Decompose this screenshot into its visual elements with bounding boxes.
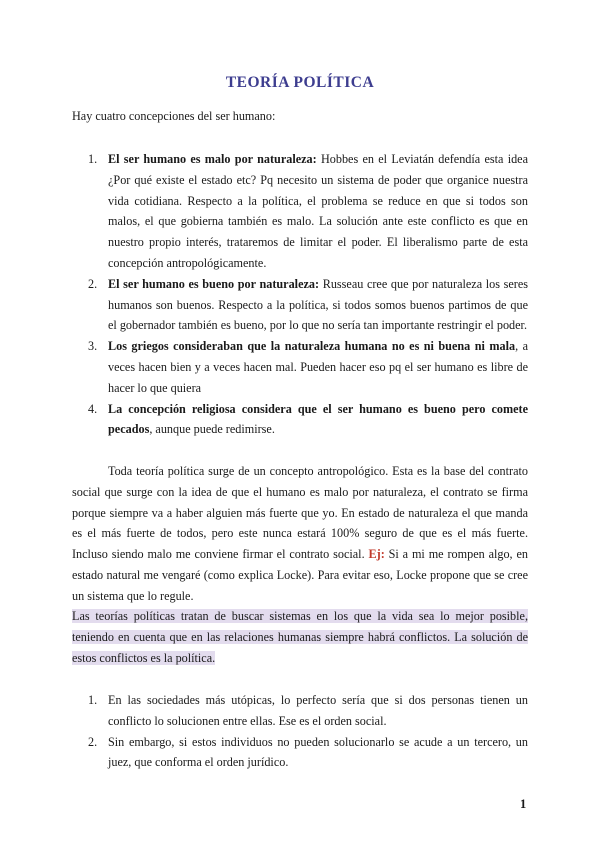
list-item-text: En las sociedades más utópicas, lo perfecto sería que si dos personas tienen un conflicto lo solucionen entre ellas. Ese es el orden social.	[108, 693, 528, 728]
list-number: 2.	[88, 276, 98, 291]
main-paragraph-part-a: Toda teoría política surge de un concepto antropológico. Esta es la base del contrato social que surge con la idea de que el humano es malo por naturaleza, el contrato se firma porque siempre va a haber alguien más fuerte que yo. En estado de naturaleza el que manda es el más fuerte de todos, pero este nunca estará 100% seguro de que es el más fuerte. Incluso siendo malo me conviene firmar el contrato social.	[72, 464, 528, 562]
list-number: 3.	[88, 339, 98, 354]
list-item-text: , a veces hacen bien y a veces hacen mal. Pueden hacer eso pq el ser humano es libre de hacer lo que quiera	[108, 339, 528, 395]
list-number: 1.	[88, 152, 98, 166]
highlighted-text: Las teorías políticas tratan de buscar sistemas en los que la vida sea lo mejor posible, teniendo en cuenta que en las relaciones humanas siempre habrá conflictos. La solución de estos conflictos es la política.	[72, 609, 528, 665]
highlighted-paragraph	[72, 606, 528, 668]
list-item-bold: El ser humano es bueno por naturaleza:	[108, 276, 320, 291]
list-item	[72, 732, 528, 774]
list-item	[72, 690, 528, 732]
list-item-text: Sin embargo, si estos individuos no pueden solucionarlo se acude a un tercero, un juez, que conforma el orden jurídico.	[108, 734, 528, 770]
page-title: TEORÍA POLÍTICA	[225, 74, 375, 91]
list-item-text: Russeau cree que por naturaleza los seres humanos son buenos. Respecto a la política, si todos somos buenos partimos de que el gobernador también es bueno, por lo que no sería tan importante restringir el poder.	[108, 276, 528, 333]
example-label: Ej:	[368, 547, 385, 562]
conceptions-list	[72, 149, 528, 440]
list-item-text: , aunque puede redimirse.	[149, 422, 275, 437]
list-item-bold: La concepción religiosa considera que el ser humano es bueno pero comete pecados	[108, 401, 528, 437]
list-number: 4.	[88, 401, 98, 416]
list-item-bold: Los griegos consideraban que la naturaleza humana no es ni buena ni mala	[108, 339, 516, 354]
list-item	[72, 336, 528, 398]
list-item-text: Hobbes en el Leviatán defendía esta idea ¿Por qué existe el estado etc? Pq necesito un sistema de poder que organice nuestra vida cotidiana. Respecto a la política, el problema se reduce en que si todos son malos, el que gobierna también es malo. La solución ante este conflicto es que en nuestro propio interés, trataremos de limitar el poder. El liberalismo parte de esta concepción antropológicamente.	[108, 152, 528, 270]
main-paragraph	[72, 461, 528, 607]
list-item-bold: El ser humano es malo por naturaleza:	[108, 152, 317, 166]
list-item	[72, 149, 528, 274]
list-number: 1.	[88, 693, 98, 707]
main-paragraph-part-b: Si a mi me rompen algo, en estado natural me vengaré (como explica Locke). Para evitar eso, Locke propone que se cree un sistema que lo regule.	[72, 547, 528, 603]
list-item	[72, 274, 528, 336]
page-number: 1	[520, 797, 527, 811]
list-number: 2.	[88, 734, 98, 749]
intro-text: Hay cuatro concepciones del ser humano:	[72, 109, 276, 123]
orders-list	[72, 690, 528, 773]
list-item	[72, 399, 528, 441]
